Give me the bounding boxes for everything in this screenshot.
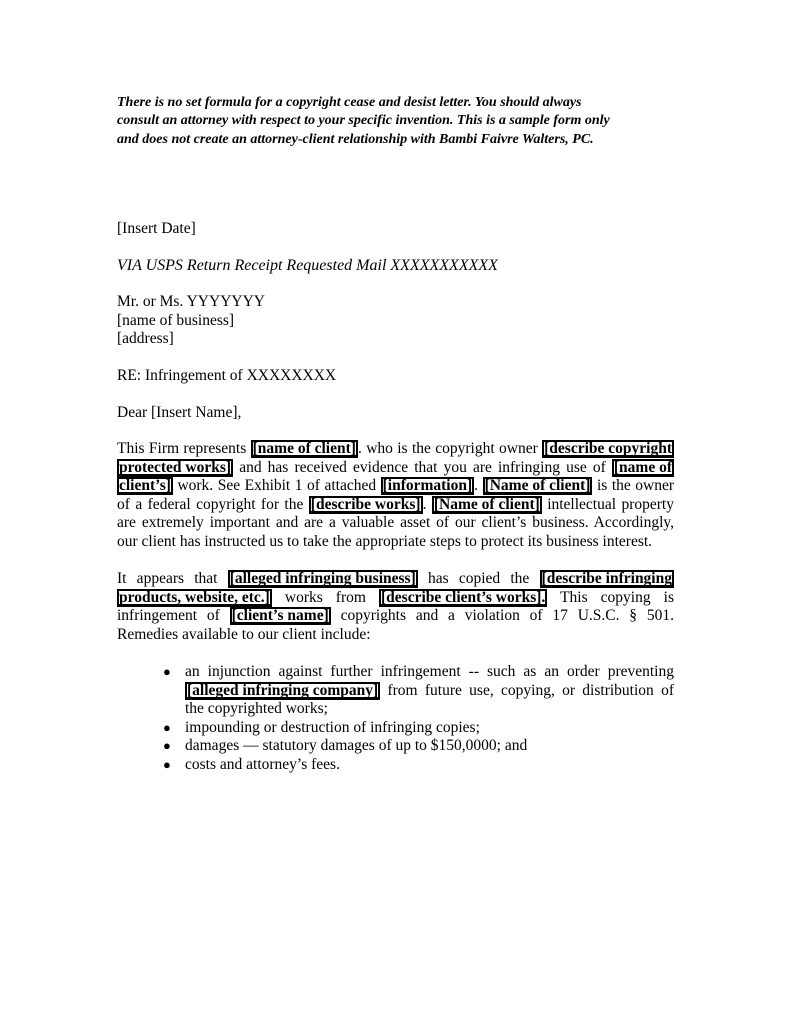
placeholder-clients: client’s]: [119, 477, 171, 495]
placeholder-describe-copyright: [describe copyright: [544, 440, 672, 457]
paragraph-infringement: [117, 570, 674, 644]
recipient-address: [117, 293, 674, 349]
placeholder-information: [information]: [382, 477, 473, 495]
text: copyrights and a violation of 17 U.S.C. § 501.: [330, 607, 674, 625]
text: This Firm represents: [117, 440, 251, 457]
placeholder-name-of-client: [name of client]: [252, 440, 356, 457]
salutation: Dear [Insert Name],: [117, 404, 242, 421]
text-line: our client has instructed us to take the appropriate steps to protect its business interest.: [117, 532, 653, 550]
text-line: [117, 496, 674, 515]
placeholder-alleged-infringing-company: [alleged infringing company]: [187, 681, 379, 699]
text: of a federal copyright for the: [117, 495, 309, 513]
disclaimer-line: and does not create an attorney-client relationship with Bambi Faivre Walters, PC.: [117, 131, 594, 147]
text-line: [185, 682, 674, 701]
text-line: Remedies available to our client include:: [117, 625, 371, 643]
placeholder-name-of: [name of: [613, 458, 672, 476]
placeholder-alleged-infringing-business: [alleged infringing business]: [229, 570, 416, 587]
list-item-text: damages — statutory damages of up to $150,0000; and: [185, 737, 528, 755]
list-item: [117, 719, 674, 738]
placeholder-clients-name: [client’s name]: [231, 607, 329, 625]
recipient-business: [name of business]: [117, 311, 235, 329]
placeholder-name-of-client: [Name of client]: [484, 477, 591, 495]
list-item: [117, 756, 674, 775]
text: intellectual property: [541, 495, 674, 513]
disclaimer-line: consult an attorney with respect to your specific invention. This is a sample form only: [117, 113, 610, 129]
text-line: [117, 570, 674, 589]
placeholder-describe-works: [describe works]: [310, 495, 421, 513]
bullet-icon: ●: [163, 664, 171, 679]
text-line: the copyrighted works;: [185, 700, 328, 718]
text-line: [117, 589, 674, 608]
bullet-icon: ●: [163, 738, 171, 754]
remedies-list: [117, 663, 674, 775]
text-line: are extremely important and are a valuable asset of our client’s business. Accordingly,: [117, 514, 674, 532]
placeholder-products-website: products, website, etc.]: [119, 588, 270, 606]
recipient-address-line: [address]: [117, 330, 174, 348]
text: is the owner: [592, 477, 675, 495]
paragraph-representation: [117, 440, 674, 552]
list-item: [117, 663, 674, 719]
list-item: [117, 737, 674, 756]
text-line: [117, 607, 674, 626]
delivery-method: VIA USPS Return Receipt Requested Mail XXXXXXXXXXX: [117, 257, 498, 274]
text: from future use, copying, or distribution of: [380, 681, 674, 699]
text: and has received evidence that you are infringing use of: [233, 458, 612, 476]
bullet-icon: ●: [163, 756, 171, 772]
insert-date: [Insert Date]: [117, 220, 196, 237]
list-item-text: costs and attorney’s fees.: [185, 755, 340, 773]
text: .: [422, 495, 432, 513]
text: . who is the copyright owner: [357, 440, 543, 457]
placeholder-protected-works: protected works]: [119, 458, 232, 476]
text: .: [474, 477, 483, 495]
list-item-text: impounding or destruction of infringing copies;: [185, 718, 480, 736]
re-line: RE: Infringement of XXXXXXXX: [117, 367, 337, 384]
disclaimer-line: There is no set formula for a copyright cease and desist letter. You should always: [117, 95, 582, 110]
text-line: [117, 440, 674, 459]
text: infringement of: [117, 607, 230, 625]
placeholder-name-of-client: [Name of client]: [433, 495, 540, 513]
text: has copied the: [417, 570, 540, 587]
text-line: [117, 477, 674, 496]
text: It appears that: [117, 570, 228, 587]
bullet-icon: ●: [163, 719, 171, 735]
text: work. See Exhibit 1 of attached: [172, 477, 381, 495]
disclaimer: [117, 94, 674, 149]
text-line: an injunction against further infringement -- such as an order preventing: [185, 663, 674, 680]
list-item-text: [185, 663, 674, 719]
placeholder-describe-infringing: [describe infringing: [541, 570, 672, 587]
text: This copying is: [547, 588, 674, 606]
text: works from: [271, 588, 379, 606]
recipient-name: Mr. or Ms. YYYYYYY: [117, 293, 265, 310]
placeholder-describe-clients-works: [describe client’s works].: [381, 588, 546, 606]
text-line: [117, 459, 674, 478]
